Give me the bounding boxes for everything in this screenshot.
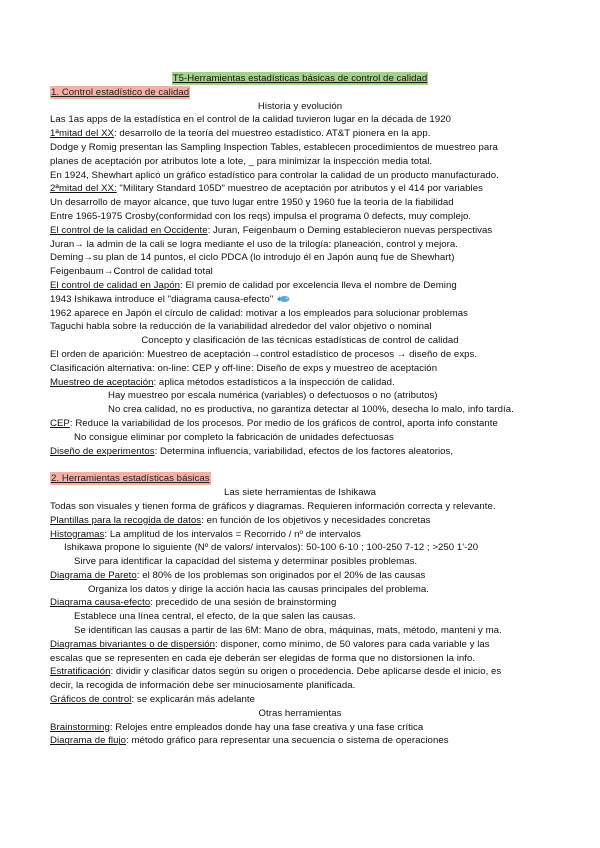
text-line [50,734,550,748]
text-span: : el 80% de los problemas son originados por el 20% de las causas [136,569,426,581]
underlined-term: Diagramas bivariantes o de dispersión [50,638,216,650]
text-line [50,445,550,459]
text-span: : disponer, como mínimo, de 50 valores para cada variable y las [215,638,490,650]
text-span: : Determina influencia, variabilidad, efectos de los factores aleatorios, [154,445,454,457]
text-span: : Reduce la variabilidad de los procesos. Por medio de los gráficos de control, aporta info constante [69,417,498,429]
text-line: Taguchi habla sobre la reducción de la variabilidad alrededor del valor objetivo o nominal [50,321,432,333]
text-span: "Military Standard 105D" muestreo de aceptación por atributos y el 414 por variables [116,183,483,195]
subheading-concept: Concepto y clasificación de las técnicas estadísticas de control de calidad [141,335,459,347]
underlined-term: Brainstorming [50,721,110,733]
underlined-term: El control de la calidad en Occidente [50,224,208,236]
text-line [50,665,550,679]
text-line: planes de aceptación por atributos lote a lote, _ para minimizar la inspección media total. [50,155,433,167]
underlined-term: Gráficos de control [50,694,132,706]
text-line: Clasificación alternativa: on-line: CEP y off-line: Diseño de exps y muestreo de aceptación [50,362,438,374]
text-span: 1943 Ishikawa introduce el "diagrama causa-efecto" [50,293,274,305]
underlined-term: Muestreo de aceptación [50,376,154,388]
text-line: Dodge y Romig presentan las Sampling Inspection Tables, establecen procedimientos de muestreo para [50,141,498,153]
text-line: Ishikawa propone lo siguiente (Nº de valors/ intervalos): 50-100 6-10 ; 100-250 7-12 ; >250 1'-20 [64,542,479,554]
text-span: : El premio de calidad por excelencia lleva el nombre de Deming [180,279,457,291]
text-line [50,224,550,238]
text-line: Establece una línea central, el efecto, de la que salen las causas. [74,611,356,623]
text-line [50,279,550,293]
section-2-heading: 2. Herramientas estadísticas básicas [51,473,210,485]
text-span: : Relojes entre empleados donde hay una fase creativa y una fase crítica [109,721,424,733]
text-line [50,376,550,390]
underlined-term: El control de calidad en Japón [50,279,181,291]
text-line: escalas que se representen en cada eje deberán ser elegidas de forma que no distorsionen la info. [50,652,476,664]
text-span: : Juran, Feigenbaum o Deming establecieron nuevas perspectivas [207,224,493,236]
text-span: : se explicarán más adelante [131,694,255,706]
section-gap [50,458,550,472]
text-line: 1962 aparece en Japón el círculo de calidad: motivar a los empleados para solucionar problemas [50,307,469,319]
text-span: : método gráfico para representar una secuencia o sistema de operaciones [126,735,449,747]
text-line [50,417,550,431]
text-line [50,569,550,583]
text-line: Hay muestreo por escala numérica (variables) o defectuosos o no (atributos) [108,390,438,402]
section-2-heading-row [50,472,550,486]
text-line [50,638,550,652]
section-1-heading: 1. Control estadístico de calidad [51,86,190,98]
text-line: decir, la recogida de información debe ser minuciosamente planificada. [50,680,356,692]
text-line: No consigue eliminar por completo la fabricación de unidades defectuosas [74,431,394,443]
text-span: : desarrollo de la teoría del muestreo estadístico. AT&T pionera en la app. [113,128,431,140]
text-line: Las 1as apps de la estadística en el control de la calidad tuvieron lugar en la década de 1920 [50,114,451,126]
section-1-heading-row [50,86,550,100]
text-line: Juran→ la admin de la cali se logra mediante el uso de la trilogía: planeación, control y mejora. [50,238,459,250]
text-line: No crea calidad, no es productiva, no garantiza detectar al 100%, desecha lo malo, info tardía. [108,404,514,416]
text-span: : en función de los objetivos y necesidades concretas [201,514,431,526]
text-line [50,182,550,196]
text-line: Organiza los datos y dirige la acción hacia las causas principales del problema. [88,583,430,595]
text-line [50,693,550,707]
underlined-term: Estratificación [50,666,111,678]
text-line: Entre 1965-1975 Crosby(conformidad con los reqs) impulsa el programa 0 defects, muy complejo. [50,210,472,222]
underlined-term: Plantillas para la recogida de datos [50,514,202,526]
underlined-term: Diagrama de Pareto [50,569,137,581]
subheading-history: Historia y evolución [257,100,343,112]
underlined-term: Histogramas [50,528,105,540]
underlined-term: 1ªmitad del XX [50,128,114,140]
text-span: : dividir y clasificar datos según su origen o procedencia. Debe aplicarse desde el inicio, es [110,666,502,678]
text-line [50,514,550,528]
underlined-term: Diagrama de flujo [50,735,127,747]
text-line [50,528,550,542]
underlined-term: CEP [50,417,70,429]
text-span: : precedido de una sesión de brainstorming [150,597,337,609]
text-line: El orden de aparición: Muestreo de aceptación→control estadístico de procesos → diseño de exps. [50,348,478,360]
underlined-term: Diseño de experimentos [50,445,155,457]
underlined-term: Diagrama causa-efecto [50,597,151,609]
text-line [50,293,550,307]
text-line: Un desarrollo de mayor alcance, que tuvo lugar entre 1950 y 1960 fue la teoría de la fiabilidad [50,197,454,209]
text-span: : aplica métodos estadísticos a la inspección de calidad. [153,376,395,388]
text-line: Feigenbaum→Control de calidad total [50,266,213,278]
underlined-term: 2ªmitad del XX: [50,183,117,195]
document-title: T5-Herramientas estadísticas básicas de control de calidad [172,73,428,84]
text-line: Se identifican las causas a partir de las 6M: Mano de obra, máquinas, mats, método, manteni y ma. [74,625,502,637]
text-line [50,127,550,141]
subheading-seven-tools: Las siete herramientas de Ishikawa [223,487,377,499]
text-line [50,596,550,610]
fish-icon [276,295,290,303]
document-title-row [50,72,550,86]
subheading-other-tools: Otras herramientas [258,707,342,719]
text-line: Sirve para identificar la capacidad del sistema y determinar posibles problemas. [74,556,418,568]
text-line: Deming→su plan de 14 puntos, el ciclo PDCA (lo introdujo él en Japón aunq fue de Shewhart) [50,252,455,264]
text-line: En 1924, Shewhart aplicó un gráfico estadístico para controlar la calidad de un producto manufacturado. [50,169,499,181]
text-line: Todas son visuales y tienen forma de gráficos y diagramas. Requieren información correcta y relevante. [50,500,496,512]
text-span: : La amplitud de los intervalos = Recorrido / nº de intervalos [104,528,361,540]
text-line [50,721,550,735]
